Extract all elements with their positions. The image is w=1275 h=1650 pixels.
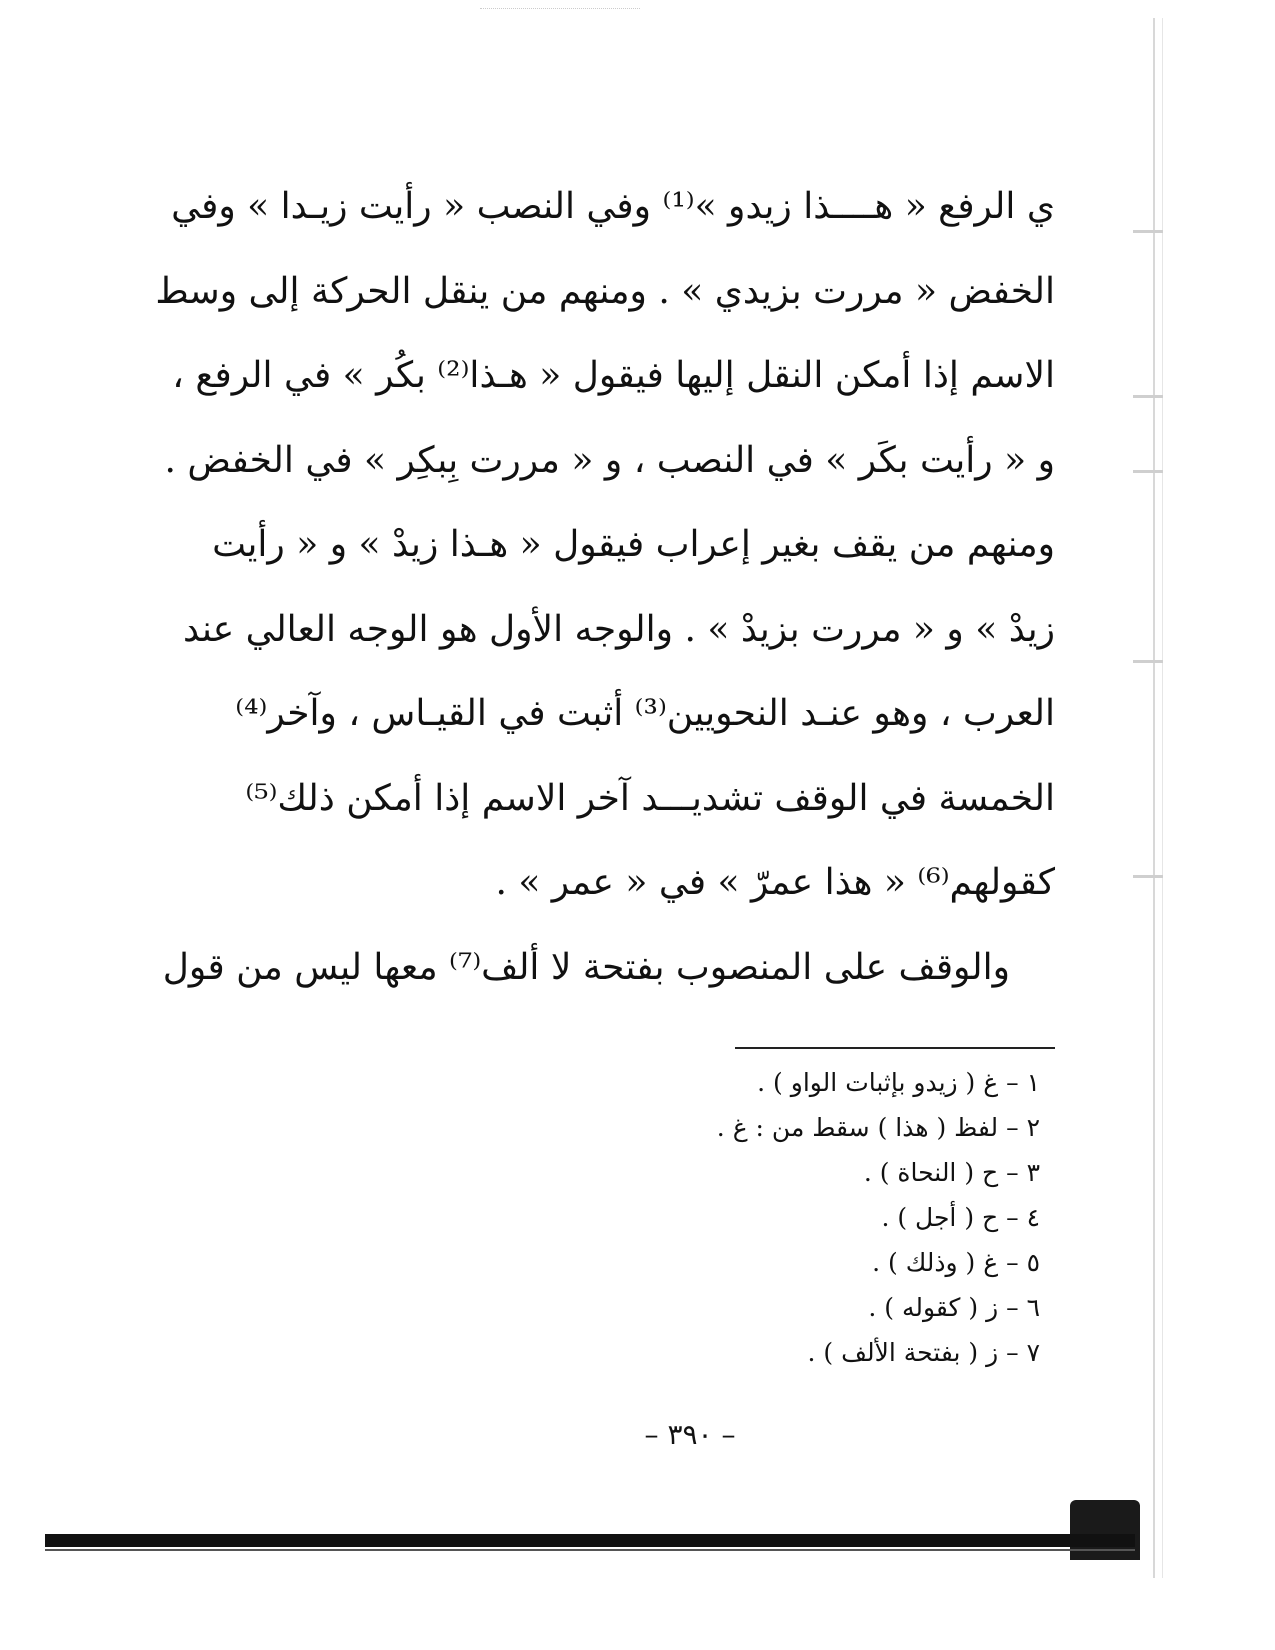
text-line: زيدْ » و « مررت بزيدْ » . والوجه الأول هو الوجه العالي عند — [183, 608, 1055, 650]
scan-binding-shadow — [1070, 1500, 1140, 1560]
footnote-item: ٤ – ح ( أجل ) . — [881, 1203, 1040, 1232]
text-line: الخفض « مررت بزيدي » . ومنهم من ينقل الحركة إلى وسط — [155, 270, 1055, 312]
scan-bottom-bar-thin — [45, 1549, 1135, 1551]
text-line: ي الرفع « هــــذا زيدو »⁽¹⁾ وفي النصب « رأيت زيـدا » وفي — [171, 186, 1055, 227]
footnote-item: ٥ – غ ( وذلك ) . — [872, 1248, 1040, 1277]
text-line: كقولهم⁽⁶⁾ « هذا عمرّ » في « عمر » . — [495, 862, 1055, 903]
scan-edge-line — [1153, 18, 1155, 1578]
scan-edge-tick — [1133, 470, 1163, 473]
footnote-item: ١ – غ ( زيدو بإثبات الواو ) . — [757, 1068, 1040, 1097]
scan-edge-tick — [1133, 875, 1163, 878]
text-line: الخمسة في الوقف تشديـــد آخر الاسم إذا أمكن ذلك⁽⁵⁾ — [245, 777, 1055, 819]
footnote-item: ٢ – لفظ ( هذا ) سقط من : غ . — [716, 1113, 1040, 1142]
main-text — [155, 165, 1055, 1010]
scan-edge-tick — [1133, 395, 1163, 398]
text-line: الاسم إذا أمكن النقل إليها فيقول « هـذا⁽²⁾ بكُر » في الرفع ، — [172, 355, 1055, 396]
text-line: ومنهم من يقف بغير إعراب فيقول « هـذا زيدْ » و « رأيت — [212, 524, 1055, 565]
scan-edge-tick — [1133, 660, 1163, 663]
footnote-divider — [735, 1047, 1055, 1049]
scan-artifact-top — [480, 8, 640, 10]
paragraph-2-first-line: والوقف على المنصوب بفتحة لا ألف⁽⁷⁾ معها ليس من قول — [162, 946, 1010, 988]
text-line: العرب ، وهو عنـد النحويين⁽³⁾ أثبت في القيـاس ، وآخر⁽⁴⁾ — [235, 693, 1055, 734]
scan-bottom-bar — [45, 1534, 1135, 1547]
footnotes — [560, 1060, 1040, 1375]
scan-edge-line-thin — [1162, 18, 1163, 1578]
scan-edge-tick — [1133, 230, 1163, 233]
footnote-item: ٣ – ح ( النحاة ) . — [863, 1158, 1040, 1187]
text-line: و « رأيت بكَر » في النصب ، و « مررت بِبكِر » في الخفض . — [164, 439, 1055, 481]
page-number: – ٣٩٠ – — [644, 1418, 736, 1451]
footnote-item: ٦ – ز ( كقوله ) . — [868, 1293, 1040, 1322]
footnote-item: ٧ – ز ( بفتحة الألف ) . — [807, 1338, 1040, 1367]
